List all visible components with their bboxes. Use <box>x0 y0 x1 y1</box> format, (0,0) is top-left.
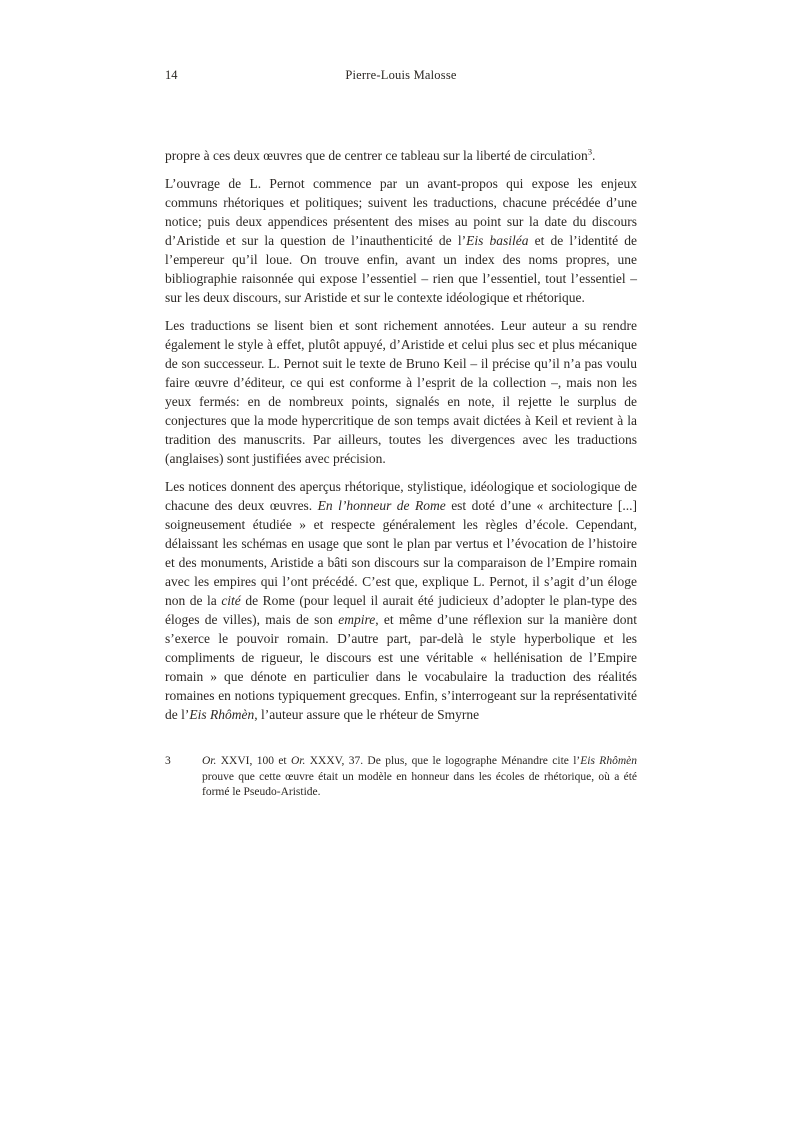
italic-text-run: En l’honneur de Rome <box>317 498 446 513</box>
footnote <box>165 754 637 801</box>
italic-text-run: Or. <box>202 755 217 767</box>
page-number: 14 <box>165 68 178 82</box>
text-column <box>165 68 637 801</box>
paragraph <box>165 174 637 307</box>
footnote-number: 3 <box>165 755 171 767</box>
italic-text-run: Eis basiléa <box>466 233 529 248</box>
text-run: XXVI, 100 et <box>216 755 291 767</box>
running-title: Pierre-Louis Malosse <box>345 68 457 82</box>
footnote-text <box>202 754 637 801</box>
text-run: . <box>592 148 596 163</box>
paragraph <box>165 477 637 724</box>
italic-text-run: Eis Rhômèn <box>580 755 637 767</box>
italic-text-run: Or. <box>290 755 306 767</box>
text-run: est doté d’une « architecture [...] soigneusement étudiée » et respecte généralement les règles d’école. Cependant, délaissant les schémas en usage que sont le plan par vertus et l’évocation de l’histoire et des monuments, Aristide a bâti son discours sur la comparaison de l’Empire romain avec les empires qui l’ont précédé. C’est que, explique L. Pernot, il s’agit d’un éloge non de la <box>165 498 638 608</box>
text-run: L’ouvrage de L. Pernot commence par un avant-propos qui expose les enjeux communs rhétoriques et politiques; suivent les traductions, chacune précédée d’une notice; puis deux appendices présentent des mises au point sur la date du discours d’Aristide et sur la question de l’inauthenticité de l’ <box>165 176 637 248</box>
text-run: , l’auteur assure que le rhéteur de Smyrne <box>254 707 480 722</box>
text-run: propre à ces deux œuvres que de centrer ce tableau sur la liberté de circulation <box>165 148 588 163</box>
text-run: prouve que cette œuvre était un modèle en honneur dans les écoles de rhétorique, où a été formé le Pseudo-Aristide. <box>202 770 637 798</box>
paragraph <box>165 316 637 468</box>
text-run: XXXV, 37. De plus, que le logographe Ménandre cite l’ <box>305 755 581 767</box>
text-run: et de l’identité de l’empereur qu’il loue. On trouve enfin, avant un index des noms propres, une bibliographie raisonnée qui expose l’essentiel – rien que l’essentiel, tout l’essentiel – sur les deux discours, sur Aristide et sur le contexte idéologique et rhétorique. <box>165 233 638 305</box>
text-run: , et même d’une réflexion sur la manière dont s’exerce le pouvoir romain. D’autre part, par-delà le style hyperbolique et les compliments de rigueur, le discours est une véritable « hellénisation de l’Empire romain » que dénote en particulier dans le vocabulaire la traduction des réalités romaines en notions typiquement grecques. Enfin, s’interrogeant sur la représentativité de l’ <box>165 612 637 722</box>
text-run: Les traductions se lisent bien et sont richement annotées. Leur auteur a su rendre également le style à effet, plutôt appuyé, d’Aristide et celui plus sec et plus mécanique de son successeur. L. Pernot suit le texte de Bruno Keil – il précise qu’il n’a pas voulu faire œuvre d’éditeur, ce qui est conforme à l’esprit de la collection –, mais non les yeux fermés: en de nombreux points, signalés en note, il rejette le surplus de conjectures que la mode hypercritique de son temps avait dictées à Keil et revient à la tradition des manuscrits. Par ailleurs, toutes les divergences avec les traductions (anglaises) sont justifiées avec précision. <box>165 318 637 466</box>
footnote-reference: 3 <box>587 147 592 157</box>
page-header <box>165 68 637 86</box>
body-paragraphs <box>165 146 637 724</box>
text-run: Les notices donnent des aperçus rhétorique, stylistique, idéologique et sociologique de chacune des deux œuvres. <box>165 479 637 513</box>
italic-text-run: cité <box>221 593 241 608</box>
italic-text-run: empire <box>338 612 376 627</box>
text-run: de Rome (pour lequel il aurait été judicieux d’adopter le plan-type des éloges de villes), mais de son <box>165 593 637 627</box>
italic-text-run: Eis Rhômèn <box>189 707 255 722</box>
paragraph <box>165 146 637 165</box>
